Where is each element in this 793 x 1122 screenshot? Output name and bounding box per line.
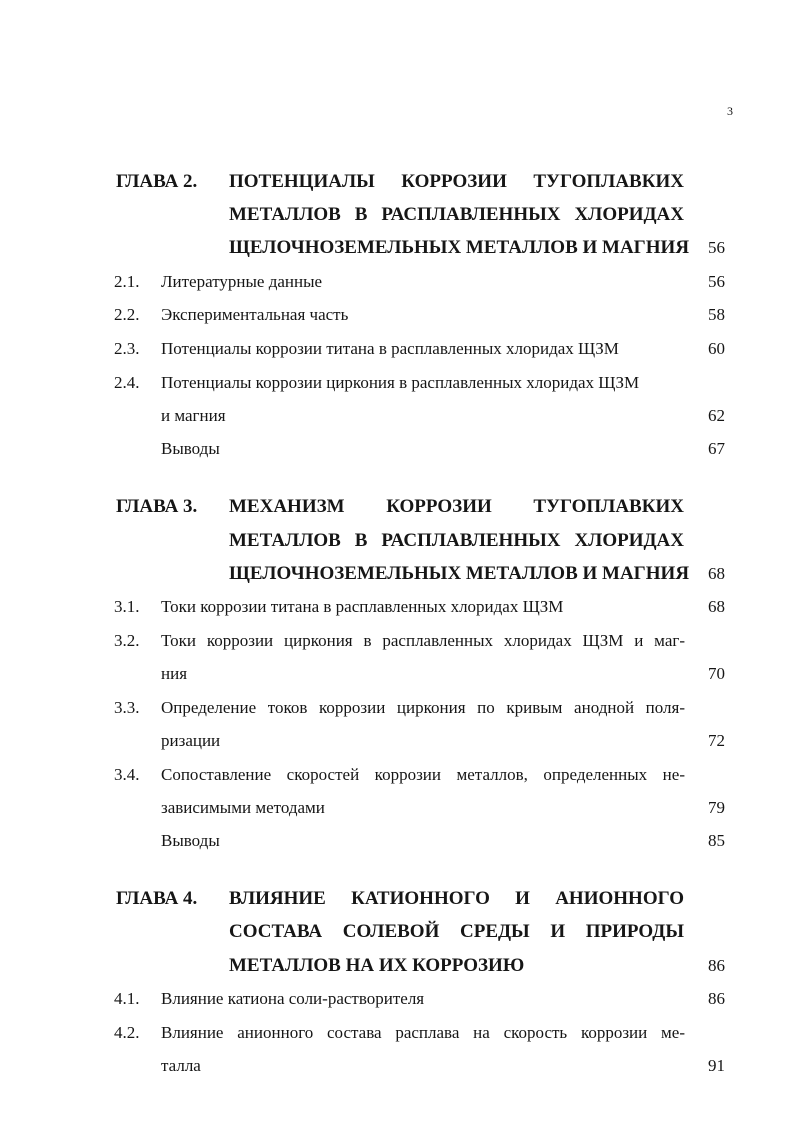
- item-text-continuation: талла: [161, 1056, 201, 1075]
- item-text-continuation: ния: [161, 664, 188, 683]
- item-number: 2.2.: [114, 305, 140, 324]
- item-page: 62: [708, 406, 725, 425]
- item-text: Выводы: [161, 439, 220, 458]
- item-page: 85: [708, 831, 725, 850]
- item-page: 70: [708, 664, 725, 683]
- item-text: Потенциалы коррозии циркония в расплавленных хлоридах ЩЗМ: [161, 373, 640, 392]
- item-text: Сопоставление скоростей коррозии металлов, определенных не-: [161, 765, 685, 784]
- item-text: Определение токов коррозии циркония по кривым анодной поля-: [161, 698, 685, 717]
- item-text: Влияние катиона соли-растворителя: [161, 989, 425, 1008]
- item-page: 60: [708, 339, 725, 358]
- item-number: 4.2.: [114, 1023, 140, 1042]
- item-page: 86: [708, 989, 725, 1008]
- chapter-title-line: СОСТАВА СОЛЕВОЙ СРЕДЫ И ПРИРОДЫ: [229, 921, 684, 942]
- chapter-title-line: МЕХАНИЗМ КОРРОЗИИ ТУГОПЛАВКИХ: [229, 496, 684, 517]
- item-number: 3.4.: [114, 765, 140, 784]
- item-text-continuation: и магния: [161, 406, 226, 425]
- item-page: 79: [708, 798, 725, 817]
- item-text: Экспериментальная часть: [161, 305, 349, 324]
- item-number: 4.1.: [114, 989, 140, 1008]
- chapter-title-line: МЕТАЛЛОВ В РАСПЛАВЛЕННЫХ ХЛОРИДАХ: [229, 204, 684, 225]
- item-text: Потенциалы коррозии титана в расплавленных хлоридах ЩЗМ: [161, 339, 619, 358]
- chapter-page: 86: [708, 956, 725, 975]
- item-number: 3.2.: [114, 631, 140, 650]
- item-page: 58: [708, 305, 725, 324]
- chapter-label: ГЛАВА 4.: [116, 888, 198, 909]
- item-number: 2.4.: [114, 373, 140, 392]
- item-text: Влияние анионного состава расплава на скорость коррозии ме-: [161, 1023, 685, 1042]
- item-text: Токи коррозии титана в расплавленных хлоридах ЩЗМ: [161, 597, 564, 616]
- item-number: 3.1.: [114, 597, 140, 616]
- item-text: Токи коррозии циркония в расплавленных хлоридах ЩЗМ и маг-: [161, 631, 685, 650]
- item-text-continuation: зависимыми методами: [161, 798, 325, 817]
- item-text: Литературные данные: [161, 272, 323, 291]
- chapter-title-line: ВЛИЯНИЕ КАТИОННОГО И АНИОННОГО: [229, 888, 684, 909]
- chapter-page: 68: [708, 564, 725, 583]
- chapter-title-line: ПОТЕНЦИАЛЫ КОРРОЗИИ ТУГОПЛАВКИХ: [229, 171, 684, 192]
- chapter-title-line: МЕТАЛЛОВ В РАСПЛАВЛЕННЫХ ХЛОРИДАХ: [229, 530, 684, 551]
- chapter-label: ГЛАВА 3.: [116, 496, 198, 517]
- item-text-continuation: ризации: [161, 731, 221, 750]
- page-number: 3: [727, 104, 733, 118]
- item-page: 68: [708, 597, 725, 616]
- item-number: 2.1.: [114, 272, 140, 291]
- item-page: 56: [708, 272, 725, 291]
- item-page: 67: [708, 439, 725, 458]
- item-page: 72: [708, 731, 725, 750]
- item-page: 91: [708, 1056, 725, 1075]
- chapter-title-line: МЕТАЛЛОВ НА ИХ КОРРОЗИЮ: [229, 955, 525, 976]
- chapter-title-line: ЩЕЛОЧНОЗЕМЕЛЬНЫХ МЕТАЛЛОВ И МАГНИЯ: [229, 563, 690, 584]
- item-text: Выводы: [161, 831, 220, 850]
- item-number: 3.3.: [114, 698, 140, 717]
- chapter-label: ГЛАВА 2.: [116, 171, 198, 192]
- chapter-page: 56: [708, 238, 725, 257]
- chapter-title-line: ЩЕЛОЧНОЗЕМЕЛЬНЫХ МЕТАЛЛОВ И МАГНИЯ: [229, 237, 690, 258]
- item-number: 2.3.: [114, 339, 140, 358]
